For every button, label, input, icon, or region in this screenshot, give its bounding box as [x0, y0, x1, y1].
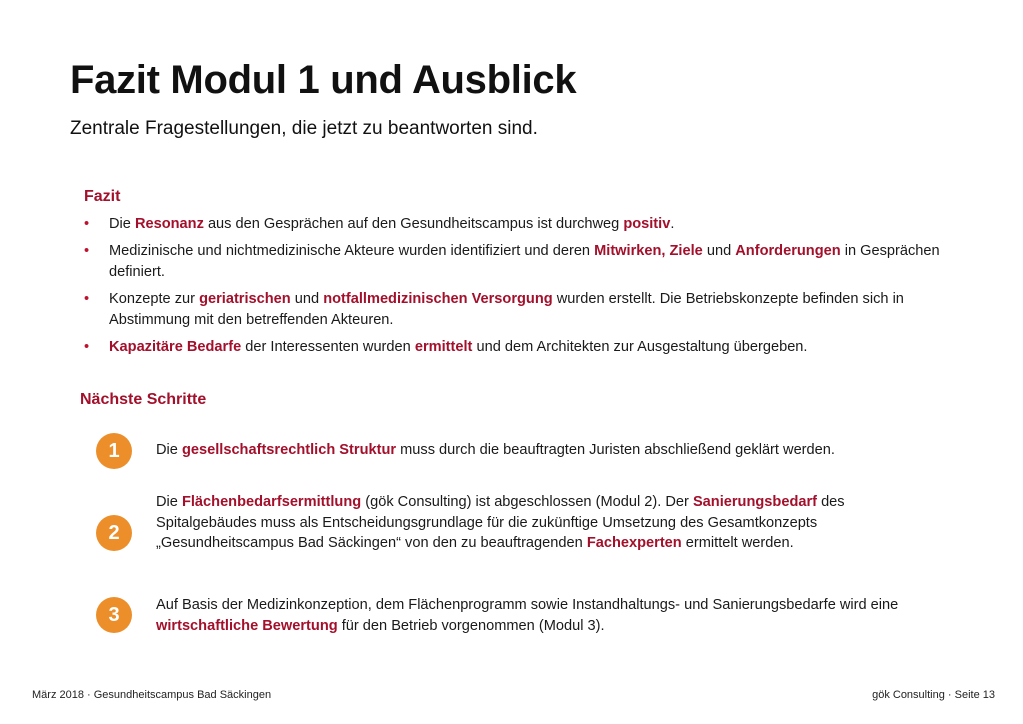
fazit-heading: Fazit	[84, 188, 121, 205]
page-subtitle: Zentrale Fragestellungen, die jetzt zu beantworten sind.	[70, 118, 538, 139]
step-number-badge: 3	[96, 597, 132, 633]
step-text-segment: Die	[156, 442, 182, 458]
fazit-bullet-item	[82, 214, 942, 235]
step-text-segment: Die	[156, 494, 182, 510]
highlight-text: Mitwirken, Ziele	[594, 243, 703, 259]
highlight-text: positiv	[623, 216, 671, 232]
bullet-text: Konzepte zur	[109, 291, 200, 307]
bullet-text: Die	[109, 216, 135, 232]
highlight-text: wirtschaftliche Bewertung	[156, 617, 338, 634]
highlight-text: Resonanz	[134, 216, 204, 232]
step-text-segment: Auf Basis der Medizinkonzeption, dem Flächenprogramm sowie Instandhaltungs- und Sanierungsbedarfe wird eine	[156, 597, 899, 613]
step-text-segment: des Spitalgebäudes muss als Entscheidungsgrundlage für die zukünftige Umsetzung des Gesamtkonzepts „Gesundheitscampus Bad Säckingen“ von den zu beauftragenden	[156, 494, 845, 551]
highlight-text: gesellschaftsrechtlich Struktur	[181, 442, 397, 458]
bullet-text: wurden erstellt. Die Betriebskonzepte befinden sich in Abstimmung mit den betreffenden Akteuren.	[109, 291, 904, 328]
highlight-text: notfallmedizinischen Versorgung	[323, 291, 553, 307]
highlight-text: Flächenbedarfsermittlung	[181, 494, 362, 510]
step-number-badge: 1	[96, 433, 132, 469]
bullet-text: und dem Architekten zur Ausgestaltung übergeben.	[472, 339, 808, 355]
bullet-text: und	[290, 291, 324, 307]
step-text-segment: für den Betrieb vorgenommen (Modul 3).	[337, 617, 605, 634]
page-title: Fazit Modul 1 und Ausblick	[70, 58, 577, 102]
bullet-text: und	[702, 243, 736, 259]
step-text-segment: (gök Consulting) ist abgeschlossen (Modul 2). Der	[361, 494, 693, 510]
fazit-bullet-list	[82, 214, 942, 364]
bullet-icon: •	[84, 216, 90, 232]
bullet-text: Medizinische und nichtmedizinische Akteure wurden identifiziert und deren	[109, 243, 595, 259]
highlight-text: Sanierungsbedarf	[692, 494, 818, 510]
footer-date-project: März 2018 · Gesundheitscampus Bad Säckingen	[32, 689, 272, 701]
highlight-text: Kapazitäre Bedarfe	[109, 339, 242, 355]
highlight-text: geriatrischen	[199, 291, 291, 307]
fazit-bullet-item	[82, 337, 942, 358]
highlight-text: ermittelt	[414, 339, 473, 355]
bullet-text: der Interessenten wurden	[241, 339, 415, 355]
step-text	[156, 595, 916, 636]
bullet-text: .	[670, 216, 675, 232]
bullet-icon: •	[84, 243, 90, 259]
step-text	[156, 492, 946, 554]
bullet-icon: •	[84, 339, 90, 355]
step-text	[156, 440, 956, 461]
bullet-text: in Gesprächen definiert.	[109, 243, 940, 280]
bullet-text: aus den Gesprächen auf den Gesundheitscampus ist durchweg	[203, 216, 624, 232]
highlight-text: Anforderungen	[735, 243, 841, 259]
fazit-bullet-item	[82, 289, 942, 331]
highlight-text: Fachexperten	[586, 535, 682, 551]
step-number-badge: 2	[96, 515, 132, 551]
fazit-bullet-item	[82, 241, 942, 283]
step-text-segment: ermittelt werden.	[681, 535, 794, 551]
bullet-icon: •	[84, 291, 90, 307]
next-steps-heading: Nächste Schritte	[80, 391, 207, 408]
step-text-segment: muss durch die beauftragten Juristen abschließend geklärt werden.	[396, 442, 835, 458]
footer-company-page: gök Consulting · Seite 13	[872, 689, 995, 701]
